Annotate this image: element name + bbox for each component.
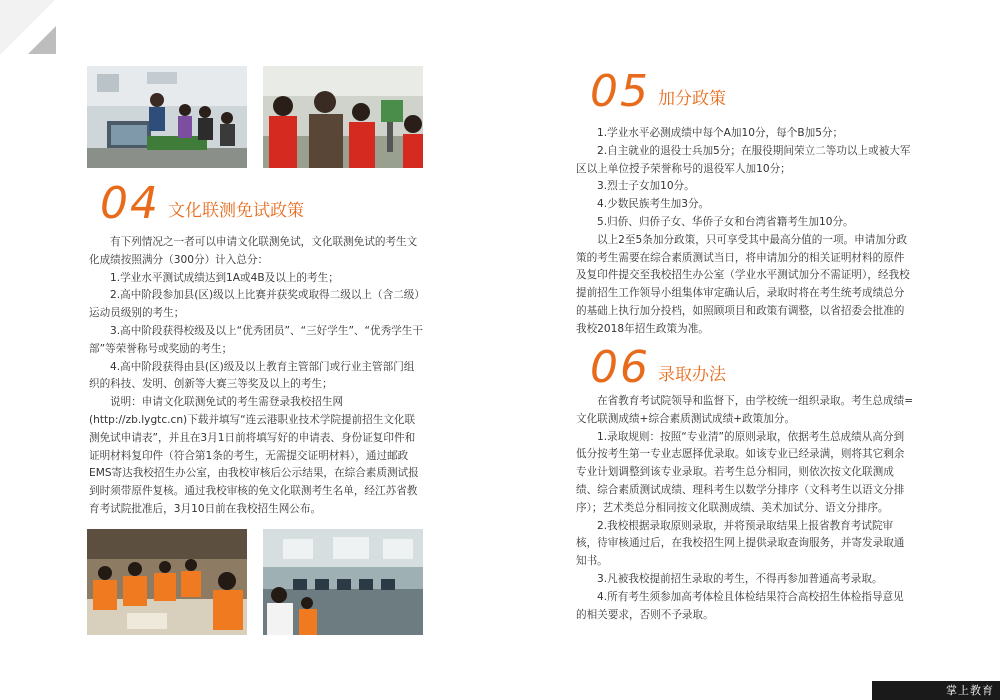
list-item: 3.高中阶段获得校级及以上“优秀团员”、“三好学生”、“优秀学生干部”等荣誉称号或奖励的考生； [89,324,423,355]
section-05-body [576,125,914,339]
list-item: 1.学业水平必测成绩中每个A加10分，每个B加5分； [597,127,844,139]
list-item: 1.录取规则：按照“专业清”的原则录取，依据考生总成绩从高分到低分按考生第一专业志愿择优录取。如该专业已经录满，则将其它剩余专业计划调整到该专业录取。若考生总分相同，则依次按文化联测成绩、综合素质测试成绩、理科考生以数学分排序（文科考生以语文分排序）；艺术类总分相同按文化联测成绩、美术加试分、语文分排序。 [576,430,905,514]
corner-fold-icon [28,26,56,54]
section-06-title: 录取办法 [658,365,726,385]
list-item: 4.少数民族考生加3分。 [597,198,710,211]
list-item: 3.烈士子女加10分。 [597,180,695,193]
note-paragraph: 说明：申请文化联测免试的考生需登录我校招生网(http://zb.lygtc.cn)下载并填写“连云港职业技术学院提前招生文化联测免试申请表”，并且在3月1日前将填写好的申请表、身份证复印件和证明材料复印件（符合第1条的考生，无需提交证明材料），通过邮政EMS寄达我校招生办公室，由我校审核后公示结果，在综合素质测试报到时须带原件复核。通过我校审核的免文化联测考生名单，经江苏省教育考试院批准后，3月10日前在我校招生网公布。 [89,396,419,515]
list-item: 2.高中阶段参加县(区)级以上比赛并获奖或取得二级以上（含二级）运动员级别的考生； [89,289,420,320]
list-item: 4.高中阶段获得由县(区)级及以上教育主管部门或行业主管部门组织的科技、发明、创新等大赛三等奖及以上的考生； [89,360,415,391]
section-06-header [590,342,890,393]
list-item: 5.归侨、归侨子女、华侨子女和台湾省籍考生加10分。 [597,215,854,228]
section-06-number: 06 [590,342,650,393]
section-05-title: 加分政策 [658,89,726,109]
photo-surveying-teacher [263,66,423,168]
list-item: 3.凡被我校提前招生录取的考生，不得再参加普通高考录取。 [597,572,883,585]
section-04-body [89,234,423,519]
list-item: 1.学业水平测试成绩达到1A或4B及以上的考生； [110,271,339,284]
photo-lab-students [87,66,247,168]
photo-computer-lab [263,529,423,635]
section-05-number: 05 [590,66,650,117]
section-04-number: 04 [100,178,160,229]
paragraph: 在省教育考试院领导和监督下，由学校统一组织录取。考生总成绩=文化联测成绩+综合素质测试成绩+政策加分。 [576,395,914,425]
watermark-logo: 掌上教育 [872,681,1000,700]
list-item: 2.我校根据录取原则录取，并将预录取结果上报省教育考试院审核，待审核通过后，在我校招生网上提供录取查询服务，并寄发录取通知书。 [576,519,905,568]
list-item: 2.自主就业的退役士兵加5分；在服役期间荣立二等功以上或被大军区以上单位授予荣誉称号的退役军人加10分； [576,144,911,175]
section-06-body [576,393,914,624]
section-04-title: 文化联测免试政策 [168,201,304,221]
list-item: 4.所有考生须参加高考体检且体检结果符合高校招生体检指导意见的相关要求，否则不予录取。 [576,590,904,621]
photo-drawing-class [87,529,247,635]
section-05-header [590,66,890,117]
paragraph: 以上2至5条加分政策，只可享受其中最高分值的一项。申请加分政策的考生需要在综合素质测试当日，将申请加分的相关证明材料的原件及复印件提交至我校招生办公室（学业水平测试加分不需证明），经我校提前招生工作领导小组集体审定确认后，录取时将在考生统考成绩总分的基础上执行加分投档，如照顾项目和政策有调整，以省招委会批准的我校2018年招生政策为准。 [576,233,910,335]
section-04-header [100,178,400,229]
paragraph: 有下列情况之一者可以申请文化联测免试，文化联测免试的考生文化成绩按照满分（300分）计入总分： [89,236,418,266]
